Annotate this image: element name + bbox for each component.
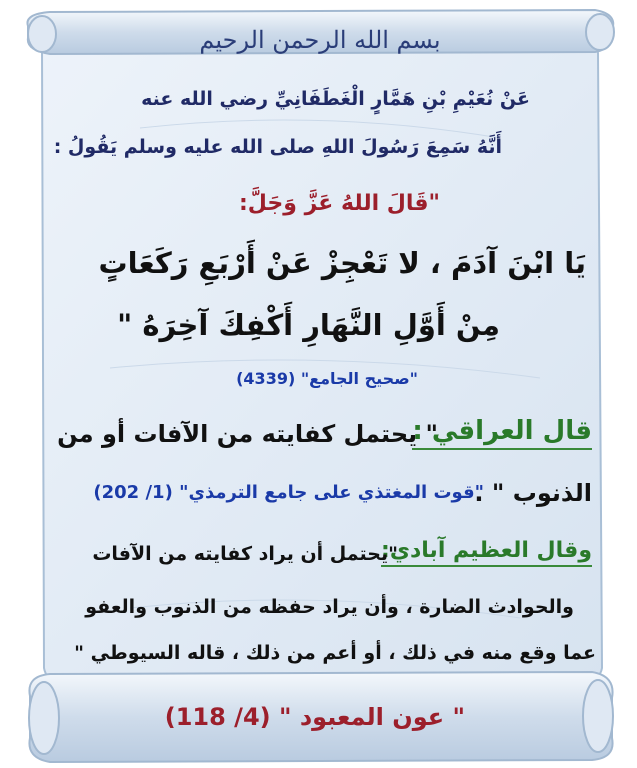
abadi-label	[381, 538, 592, 563]
hadith-line-2: مِنْ أَوَّلِ النَّهَارِ أَكْفِكَ آخِرَهُ "	[117, 308, 500, 342]
basmala-calligraphy: بسم الله الرحمن الرحيم	[199, 26, 441, 54]
abadi-text-1: "يحتمل أن يراد كفايته من الآفات	[92, 543, 398, 565]
iraqi-text-2: الذنوب " .	[474, 479, 592, 507]
abadi-text-3: عما وقع منه في ذلك ، أو أعم من ذلك ، قاله السيوطي "	[74, 642, 596, 664]
abadi-label-text: وقال العظيم آبادي:	[381, 538, 592, 567]
iraqi-text-1: " يحتمل كفايته من الآفات أو من	[57, 420, 438, 448]
abadi-text-2: والحوادث الضارة ، وأن يراد حفظه من الذنوب والعفو	[85, 596, 574, 618]
iraqi-label-text: قال العراقي :	[412, 416, 592, 450]
narration-line-1: عَنْ نُعَيْمِ بْنِ هَمَّارٍ الْغَطَفَانِيِّ رضي الله عنه	[141, 88, 530, 110]
iraqi-label	[412, 416, 592, 446]
footer-source: " عون المعبود " (4/ 118)	[164, 703, 465, 731]
hadith-line-1: يَا ابْنَ آدَمَ ، لا تَعْجِزْ عَنْ أَرْبَعِ رَكَعَاتٍ	[98, 246, 586, 280]
narration-line-2: أَنَّهُ سَمِعَ رَسُولَ اللهِ صلى الله عليه وسلم يَقُولُ :	[53, 136, 502, 158]
iraqi-source: "قوت المغتذي على جامع الترمذي" (1/ 202)	[93, 482, 484, 503]
parchment-scroll	[20, 8, 620, 763]
hadith-source: "صحيح الجامع" (4339)	[236, 369, 418, 388]
hadith-heading: "قَالَ اللهُ عَزَّ وَجَلَّ:	[239, 191, 440, 216]
